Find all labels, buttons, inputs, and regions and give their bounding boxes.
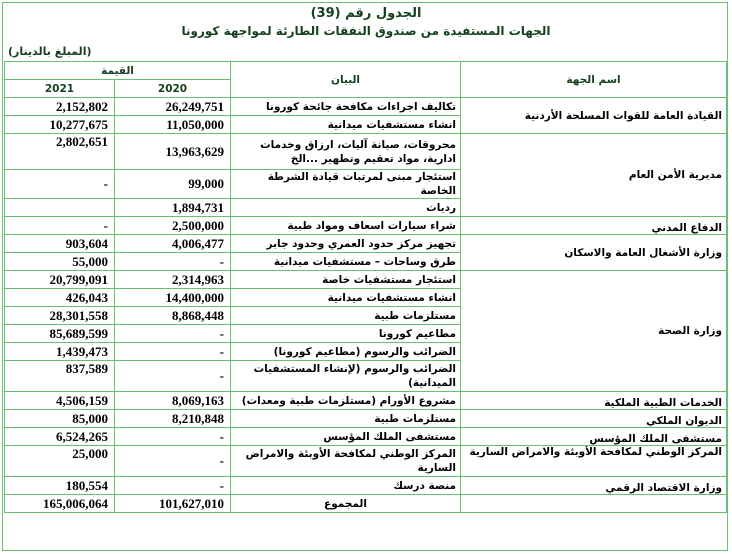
entity-cell: الديوان الملكي xyxy=(461,410,727,428)
statement-cell: طرق وساحات – مستشفيات ميدانية xyxy=(231,253,461,271)
table-number: الجدول رقم (39) xyxy=(310,6,422,21)
empty-cell xyxy=(461,495,727,513)
value-2021 xyxy=(5,199,115,217)
entity-cell: مديرية الأمن العام xyxy=(461,134,727,217)
entity-cell: الخدمات الطبية الملكية xyxy=(461,392,727,410)
value-2021: 6,524,265 xyxy=(5,428,115,446)
value-2021: 85,689,599 xyxy=(5,325,115,343)
header-statement: البيان xyxy=(231,62,461,98)
statement-cell: الضرائب والرسوم (مطاعيم كورونا) xyxy=(231,343,461,361)
statement-cell: استئجار مستشفيات خاصة xyxy=(231,271,461,289)
table-row xyxy=(5,428,727,446)
statement-cell: انشاء مستشفيات ميدانية xyxy=(231,289,461,307)
entity-cell: وزارة الاقتصاد الرقمي xyxy=(461,477,727,495)
statement-cell: مستلزمات طبية xyxy=(231,410,461,428)
value-2020: - xyxy=(115,325,231,343)
value-2021: 55,000 xyxy=(5,253,115,271)
table-row xyxy=(5,446,727,477)
value-2020: 26,249,751 xyxy=(115,98,231,116)
statement-cell: مستشفى الملك المؤسس xyxy=(231,428,461,446)
statement-cell: المركز الوطني لمكافحة الأوبئة والامراض السارية xyxy=(231,446,461,477)
statement-cell: مستلزمات طبية xyxy=(231,307,461,325)
statement-cell: مطاعيم كورونا xyxy=(231,325,461,343)
value-2021: 837,589 xyxy=(5,361,115,392)
table-row xyxy=(5,477,727,495)
entity-cell: المركز الوطني لمكافحة الأوبئة والامراض السارية xyxy=(461,446,727,477)
value-2020: - xyxy=(115,361,231,392)
value-2021: 903,604 xyxy=(5,235,115,253)
value-2020: 8,210,848 xyxy=(115,410,231,428)
value-2021: 2,152,802 xyxy=(5,98,115,116)
value-2020: - xyxy=(115,477,231,495)
value-2020: 99,000 xyxy=(115,170,231,199)
statement-cell: منصة درسك xyxy=(231,477,461,495)
statement-cell: محروقات، صيانة آليات، ارزاق وخدمات ادارية، مواد تعقيم وتطهير ...الخ xyxy=(231,134,461,170)
value-2021: 25,000 xyxy=(5,446,115,477)
entity-cell: وزارة الصحة xyxy=(461,271,727,392)
value-2021: 426,043 xyxy=(5,289,115,307)
table-row xyxy=(5,392,727,410)
table-row xyxy=(5,235,727,253)
table-row xyxy=(5,410,727,428)
header-year-2020: 2020 xyxy=(115,80,231,98)
entity-cell: وزارة الأشغال العامة والاسكان xyxy=(461,235,727,271)
entity-cell: القيادة العامة للقوات المسلحة الأردنية xyxy=(461,98,727,134)
table-row xyxy=(5,217,727,235)
value-2020: 4,006,477 xyxy=(115,235,231,253)
beneficiaries-table xyxy=(4,61,727,513)
statement-cell: رديات xyxy=(231,199,461,217)
value-2021: - xyxy=(5,217,115,235)
value-2020: 1,894,731 xyxy=(115,199,231,217)
total-label: المجموع xyxy=(231,495,461,513)
value-2020: - xyxy=(115,428,231,446)
header-entity: اسم الجهة xyxy=(461,62,727,98)
entity-cell: الدفاع المدني xyxy=(461,217,727,235)
table-row xyxy=(5,98,727,116)
value-2020: 2,500,000 xyxy=(115,217,231,235)
table-row xyxy=(5,134,727,170)
value-2020: 11,050,000 xyxy=(115,116,231,134)
value-2020: 2,314,963 xyxy=(115,271,231,289)
currency-unit-label: (المبلغ بالدينار) xyxy=(8,45,92,58)
value-2021: 1,439,473 xyxy=(5,343,115,361)
statement-cell: الضرائب والرسوم (لإنشاء المستشفيات الميدانية) xyxy=(231,361,461,392)
value-2021: 85,000 xyxy=(5,410,115,428)
value-2021: 180,554 xyxy=(5,477,115,495)
value-2020: 8,069,163 xyxy=(115,392,231,410)
total-row xyxy=(5,495,727,513)
statement-cell: استئجار مبنى لمرتبات قيادة الشرطة الخاصة xyxy=(231,170,461,199)
statement-cell: تكاليف اجراءات مكافحة جائحة كورونا xyxy=(231,98,461,116)
statement-cell: انشاء مستشفيات ميدانية xyxy=(231,116,461,134)
value-2021: - xyxy=(5,170,115,199)
value-2021: 2,802,651 xyxy=(5,134,115,170)
total-2021: 165,006,064 xyxy=(5,495,115,513)
value-2020: - xyxy=(115,446,231,477)
header-year-2021: 2021 xyxy=(5,80,115,98)
table-row xyxy=(5,271,727,289)
value-2020: 14,400,000 xyxy=(115,289,231,307)
statement-cell: مشروع الأورام (مستلزمات طبية ومعدات) xyxy=(231,392,461,410)
value-2020: - xyxy=(115,253,231,271)
statement-cell: تجهيز مركز حدود العمري وحدود جابر xyxy=(231,235,461,253)
value-2020: 13,963,629 xyxy=(115,134,231,170)
header-value: القيمة xyxy=(5,62,231,80)
value-2021: 4,506,159 xyxy=(5,392,115,410)
table-title: الجهات المستفيدة من صندوق النفقات الطارئة لمواجهة كورونا xyxy=(181,24,551,38)
entity-cell: مستشفى الملك المؤسس xyxy=(461,428,727,446)
value-2021: 10,277,675 xyxy=(5,116,115,134)
statement-cell: شراء سيارات اسعاف ومواد طبية xyxy=(231,217,461,235)
value-2020: 8,868,448 xyxy=(115,307,231,325)
value-2021: 20,799,091 xyxy=(5,271,115,289)
total-2020: 101,627,010 xyxy=(115,495,231,513)
value-2020: - xyxy=(115,343,231,361)
value-2021: 28,301,558 xyxy=(5,307,115,325)
